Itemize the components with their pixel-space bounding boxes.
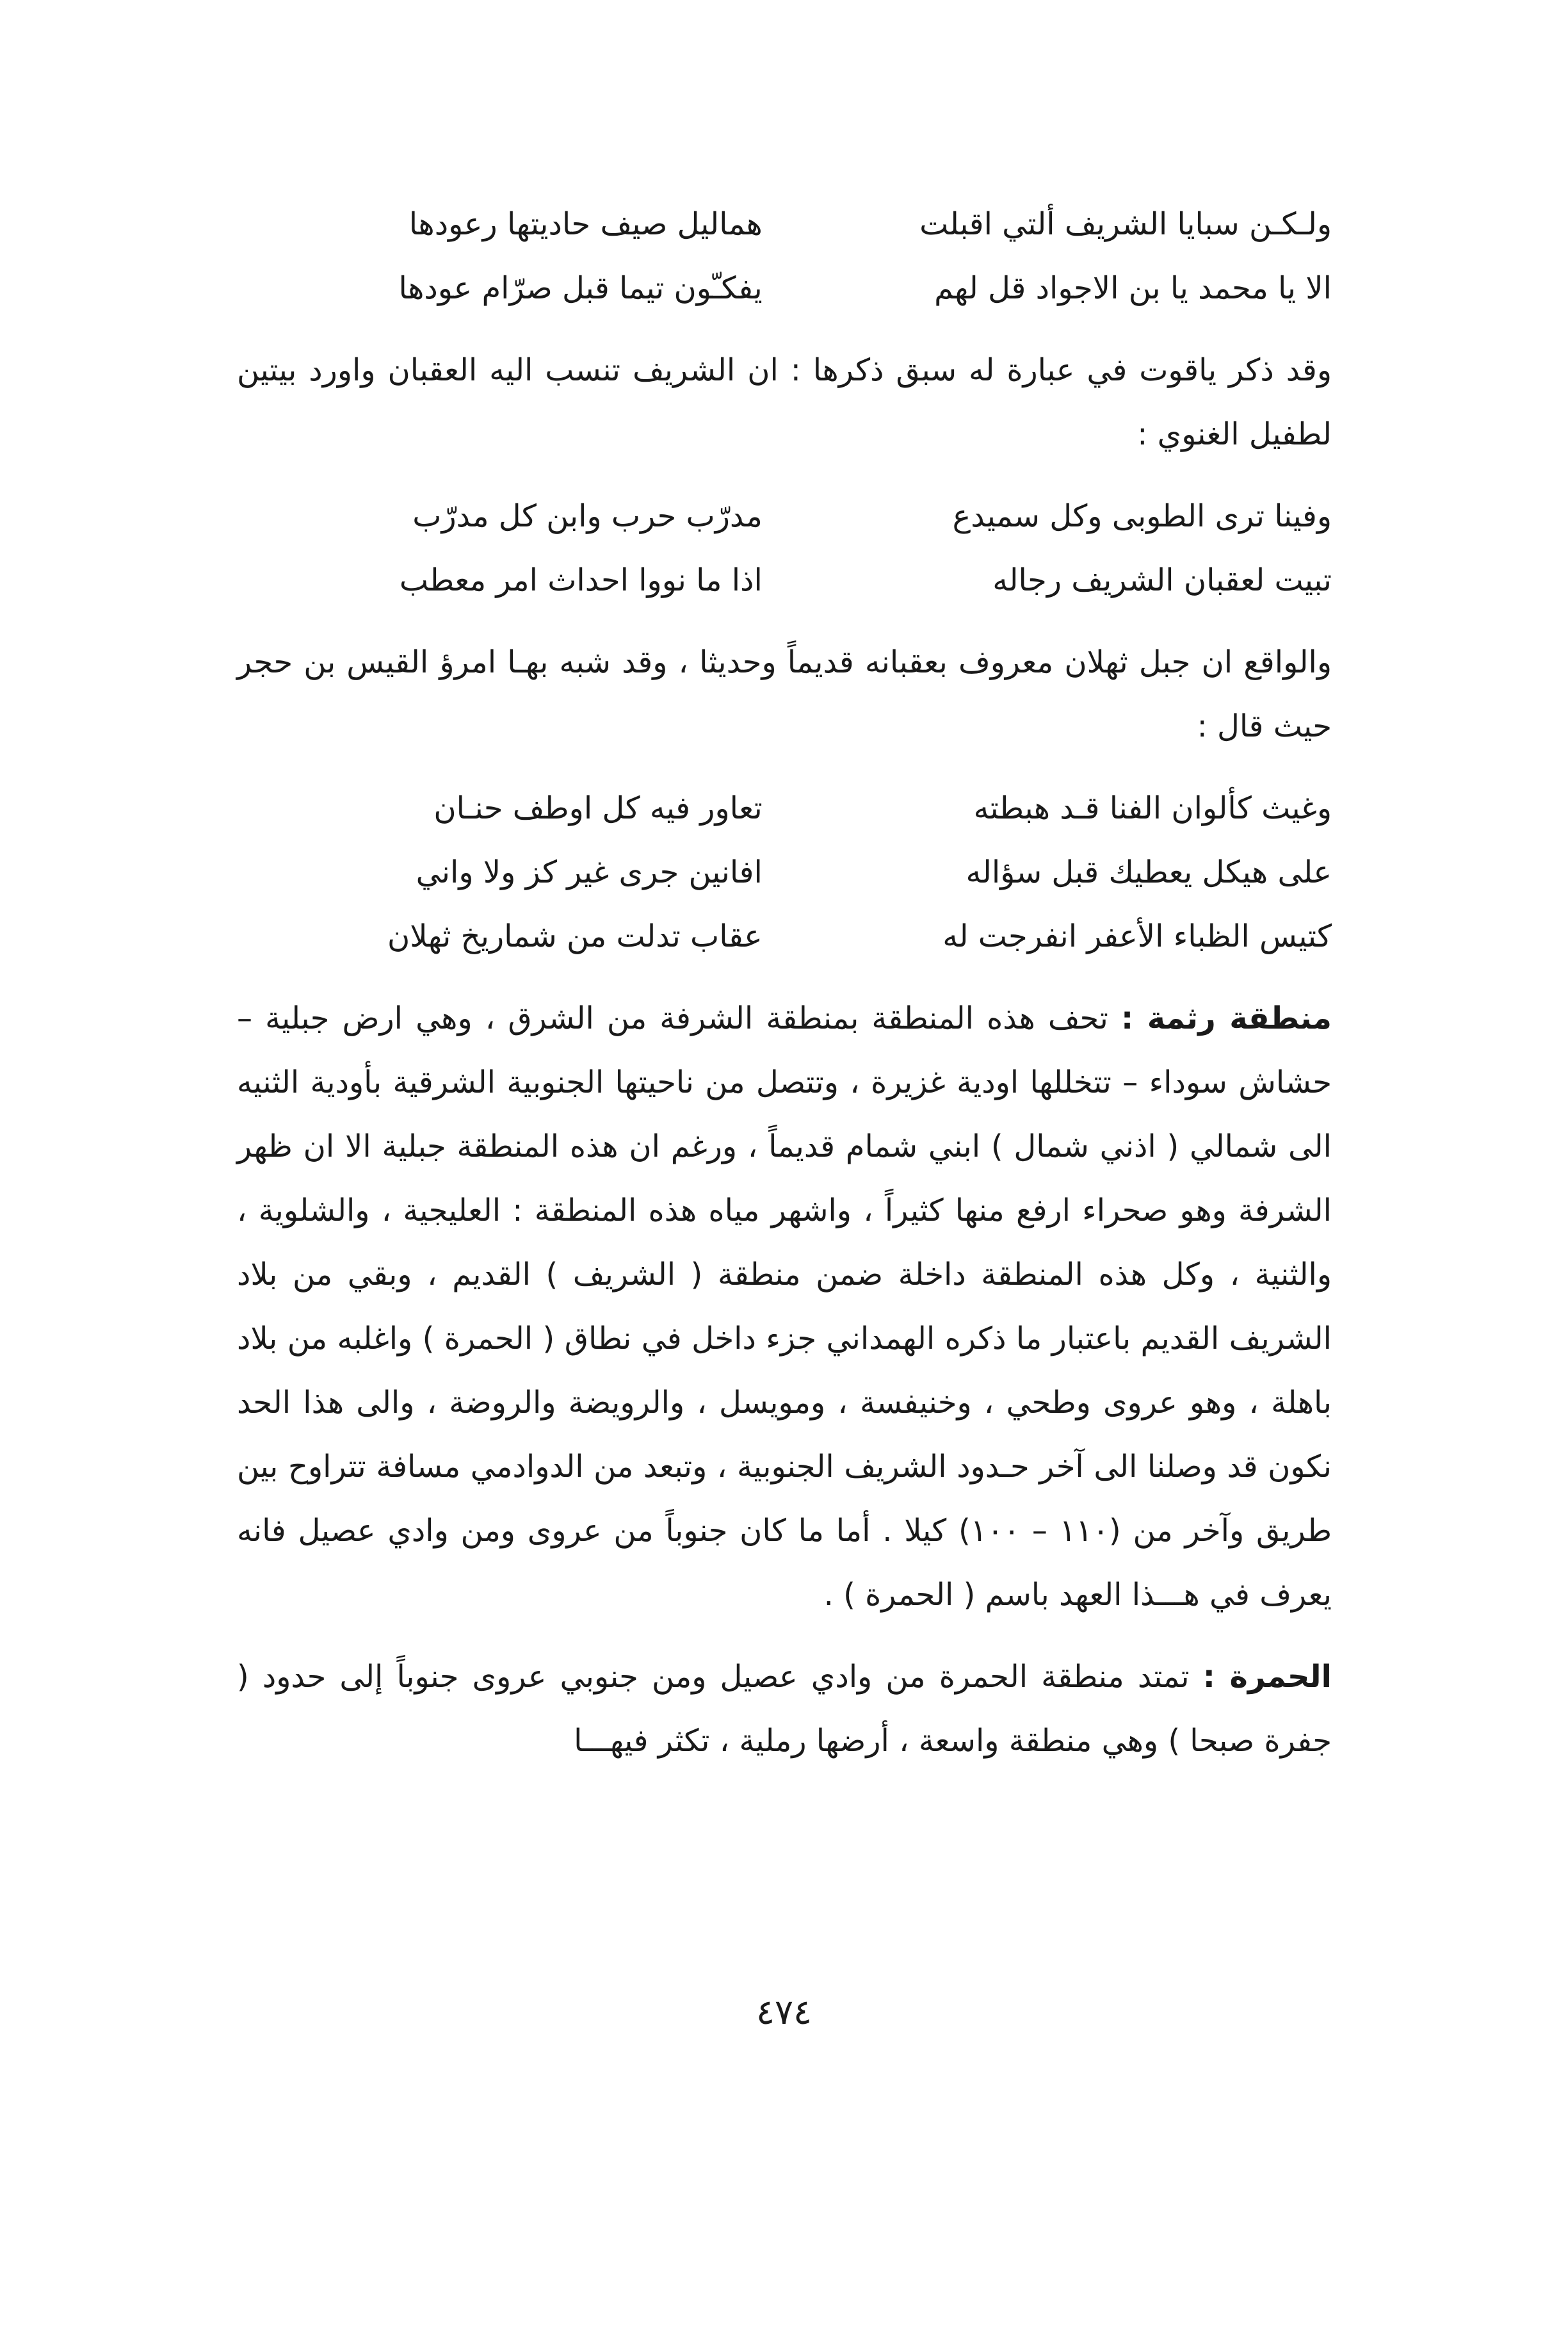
section-heading-hamrah: الحمرة : <box>1202 1659 1332 1695</box>
section-hamrah <box>237 1645 1332 1773</box>
verse-block-2 <box>237 484 1332 612</box>
page-body <box>237 192 1332 1791</box>
section-text-ritmah: تحف هذه المنطقة بمنطقة الشرفة من الشرق ، وهي ارض جبلية – حشاش سوداء – تتخللها اودية غزيرة ، وتتصل من ناحيتها الجنوبية الشرقية بأودية الثنيه الى شمالي ( اذني شمال ) ابني شمام قديماً ، ورغم ان هذه المنطقة جبلية الا ان ظهر الشرفة وهو صحراء ارفع منها كثيراً ، واشهر مياه هذه المنطقة : العليجية ، والشلوية ، والثنية ، وكل هذه المنطقة داخلة ضمن منطقة ( الشريف ) القديم ، وبقي من بلاد الشريف القديم باعتبار ما ذكره الهمداني جزء داخل في نطاق ( الحمرة ) واغلبه من بلاد باهلة ، وهو عروى وطحي ، وخنيفسة ، ومويسل ، والرويضة والروضة ، والى هذا الحد نكون قد وصلنا الى آخر حـدود الشريف الجنوبية ، وتبعد من الدوادمي مسافة تتراوح بين طريق وآخر من (١١٠ – ١٠٠) كيلا . أما ما كان جنوباً من عروى ومن وادي عصيل فانه يعرف في هـــذا العهد باسم ( الحمرة ) . <box>237 1000 1332 1613</box>
verse-first-hemistich: كتيس الظباء الأعفر انفرجت له <box>942 918 1332 954</box>
paragraph-thahlan: والواقع ان جبل ثهلان معروف بعقبانه قديماً وحديثا ، وقد شبه بهـا امرؤ القيس بن حجر حيث قال : <box>237 644 1332 744</box>
verse-block-1 <box>237 192 1332 320</box>
verse-second-hemistich: افانين جرى غير كز ولا واني <box>416 854 763 890</box>
section-text-hamrah: تمتد منطقة الحمرة من وادي عصيل ومن جنوبي عروى جنوباً إلى حدود ( جفرة صبحا ) وهي منطقة واسعة ، أرضها رملية ، تكثر فيهـــا <box>237 1659 1332 1759</box>
page-number: ٤٧٤ <box>756 1992 812 2032</box>
section-ritmah <box>237 986 1332 1627</box>
verse-first-hemistich: ولـكـن سبايا الشريف ألتي اقبلت <box>919 206 1332 242</box>
verse-first-hemistich: على هيكل يعطيك قبل سؤاله <box>966 854 1332 890</box>
section-heading-ritmah: منطقة رثمة : <box>1121 1000 1332 1036</box>
verse-line <box>237 484 1332 548</box>
paragraph-yaqut: وقد ذكر ياقوت في عبارة له سبق ذكرها : ان الشريف تنسب اليه العقبان واورد بيتين لطفيل الغنوي : <box>237 352 1332 452</box>
verse-line <box>237 840 1332 904</box>
verse-second-hemistich: هماليل صيف حاديتها رعودها <box>408 206 763 242</box>
verse-second-hemistich: اذا ما نووا احداث امر معطب <box>399 562 763 598</box>
verse-line <box>237 192 1332 256</box>
verse-first-hemistich: وغيث كألوان الفنا قـد هبطته <box>973 790 1332 826</box>
verse-second-hemistich: مدرّب حرب وابن كل مدرّب <box>412 498 763 534</box>
verse-second-hemistich: تعاور فيه كل اوطف حنـان <box>433 790 763 826</box>
verse-first-hemistich: تبيت لعقبان الشريف رجاله <box>992 562 1332 598</box>
verse-first-hemistich: الا يا محمد يا بن الاجواد قل لهم <box>934 270 1332 306</box>
verse-second-hemistich: عقاب تدلت من شماريخ ثهلان <box>387 918 763 954</box>
verse-line <box>237 548 1332 612</box>
verse-line <box>237 256 1332 320</box>
verse-block-3 <box>237 776 1332 968</box>
verse-line <box>237 904 1332 968</box>
verse-first-hemistich: وفينا ترى الطوبى وكل سميدع <box>952 498 1332 534</box>
verse-second-hemistich: يفكـّون تيما قبل صرّام عودها <box>398 270 763 306</box>
verse-line <box>237 776 1332 840</box>
